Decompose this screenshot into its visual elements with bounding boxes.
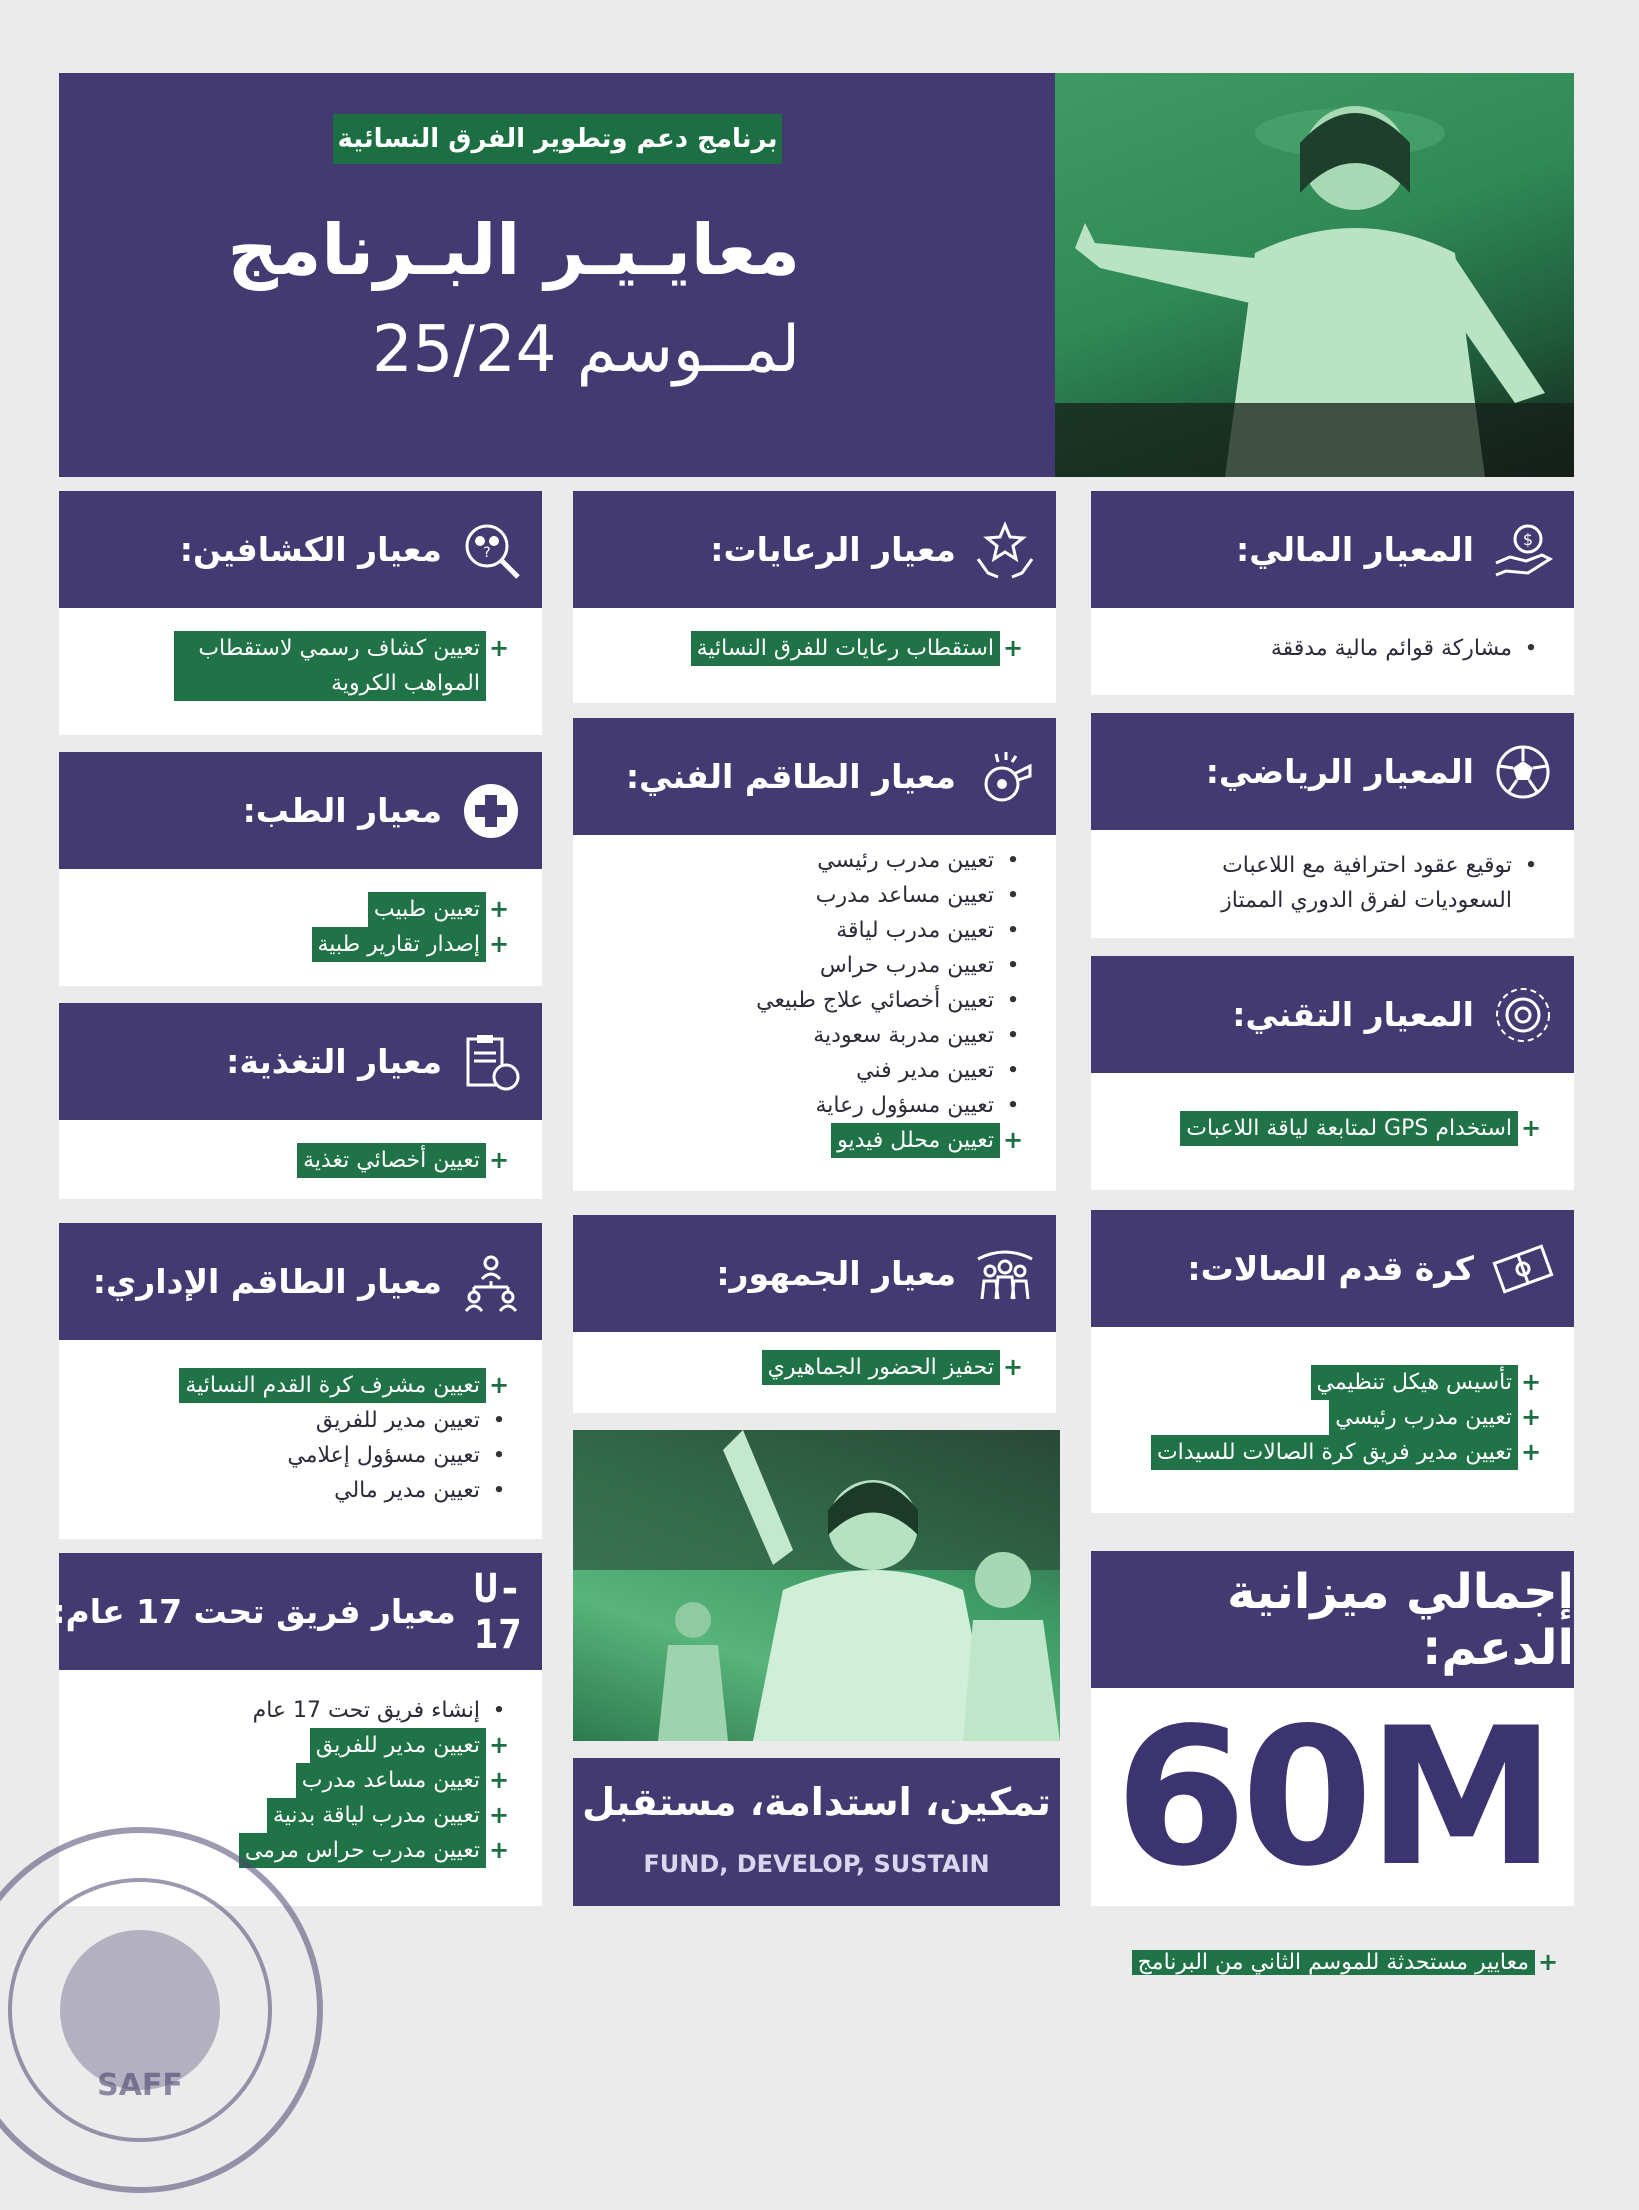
card-nutrition-title: معيار التغذية: — [226, 1042, 442, 1081]
card-audience-header — [573, 1215, 1056, 1332]
card-medical-header — [59, 752, 542, 869]
list-item: • توقيع عقود احترافية مع اللاعبات السعوديات لفرق الدوري الممتاز — [1221, 853, 1537, 913]
card-u17-title: معيار فريق تحت 17 عام: — [52, 1592, 456, 1631]
program-tag: برنامج دعم وتطوير الفرق النسائية — [333, 114, 782, 164]
slogan-arabic: تمكين، استدامة، مستقبل — [582, 1780, 1051, 1824]
list-item: + تحفيز الحضور الجماهيري — [587, 1350, 1026, 1385]
list-item: • مشاركة قوائم مالية مدققة — [1270, 636, 1537, 661]
card-futsal-list — [1091, 1365, 1574, 1470]
saff-seal-logo — [0, 1810, 340, 2210]
list-item: + تعيين مدرب لياقة بدنية — [73, 1798, 512, 1833]
card-scouts-list — [59, 631, 542, 701]
card-nutrition-header — [59, 1003, 542, 1120]
hero-player-photo — [1055, 73, 1574, 477]
list-item: + تعيين مساعد مدرب — [73, 1763, 512, 1798]
list-item: + تأسيس هيكل تنظيمي — [1105, 1365, 1544, 1400]
card-financial-list — [1091, 631, 1574, 666]
card-nutrition-list — [59, 1143, 542, 1178]
card-technical-staff — [573, 718, 1056, 1191]
card-technical-staff-list — [573, 843, 1056, 1158]
list-item: • تعيين مدربة سعودية — [813, 1023, 1019, 1048]
card-sponsorship-list — [573, 631, 1056, 666]
list-item: + تعيين مدرب رئيسي — [1105, 1400, 1544, 1435]
card-futsal-title: كرة قدم الصالات: — [1187, 1249, 1474, 1288]
hand-coin-icon — [1492, 519, 1554, 581]
list-item: + تعيين كشاف رسمي لاستقطاب المواهب الكروية — [119, 631, 512, 701]
list-item: + استقطاب رعايات للفرق النسائية — [587, 631, 1026, 666]
card-medical-list — [59, 892, 542, 962]
medical-cross-icon — [460, 780, 522, 842]
card-financial — [1091, 491, 1574, 695]
footnote-mark: + — [1537, 1948, 1559, 1976]
slogan-box — [573, 1758, 1060, 1906]
futsal-court-icon — [1492, 1238, 1554, 1300]
list-item: • تعيين مدرب رئيسي — [817, 848, 1019, 873]
list-item: • تعيين مسؤول إعلامي — [287, 1443, 505, 1468]
clipboard-apple-icon — [460, 1031, 522, 1093]
card-futsal-header — [1091, 1210, 1574, 1327]
list-item: + تعيين محلل فيديو — [587, 1123, 1026, 1158]
card-financial-header — [1091, 491, 1574, 608]
list-item: • تعيين مدير فني — [856, 1058, 1019, 1083]
budget-value: 60M — [1091, 1688, 1574, 1906]
card-technology-list — [1091, 1111, 1574, 1146]
card-audience — [573, 1215, 1056, 1413]
svg-text:?: ? — [483, 544, 491, 561]
card-sports — [1091, 713, 1574, 938]
card-futsal — [1091, 1210, 1574, 1513]
card-technology — [1091, 956, 1574, 1190]
star-hands-icon — [974, 519, 1036, 581]
card-scouts-title: معيار الكشافين: — [179, 530, 442, 569]
card-nutrition — [59, 1003, 542, 1199]
card-technology-title: المعيار التقني: — [1232, 995, 1474, 1034]
season-subtitle: لمــوسم 25/24 — [371, 313, 800, 387]
card-audience-list — [573, 1350, 1056, 1385]
list-item: • تعيين مدرب حراس — [819, 953, 1019, 978]
list-item: • تعيين مدير مالي — [334, 1478, 505, 1503]
team-celebration-photo — [573, 1430, 1060, 1741]
budget-label: إجمالي ميزانية الدعم: — [1091, 1551, 1574, 1688]
list-item: + تعيين أخصائي تغذية — [73, 1143, 512, 1178]
football-icon — [1492, 741, 1554, 803]
card-sports-list — [1091, 848, 1574, 918]
list-item: • تعيين مدير للفريق — [315, 1408, 505, 1433]
whistle-icon — [974, 746, 1036, 808]
list-item: + تعيين مدير للفريق — [73, 1728, 512, 1763]
card-sponsorship — [573, 491, 1056, 703]
list-item: • تعيين مساعد مدرب — [815, 883, 1019, 908]
list-item: • تعيين مسؤول رعاية — [815, 1093, 1019, 1118]
card-admin-staff-title: معيار الطاقم الإداري: — [92, 1262, 442, 1301]
list-item: + تعيين طبيب — [73, 892, 512, 927]
list-item: + تعيين مشرف كرة القدم النسائية — [73, 1368, 512, 1403]
card-admin-staff-list — [59, 1368, 542, 1508]
page-title: معايـيـر البـرنامج — [227, 209, 800, 291]
list-item: + استخدام GPS لمتابعة لياقة اللاعبات — [1105, 1111, 1544, 1146]
team-hierarchy-icon — [460, 1251, 522, 1313]
card-technical-staff-header — [573, 718, 1056, 835]
card-sports-header — [1091, 713, 1574, 830]
list-item: + إصدار تقارير طبية — [73, 927, 512, 962]
svg-text:$: $ — [1522, 529, 1534, 549]
list-item: + تعيين مدرب حراس مرمى — [73, 1833, 512, 1868]
card-sponsorship-title: معيار الرعايات: — [710, 530, 956, 569]
card-admin-staff — [59, 1223, 542, 1539]
card-audience-title: معيار الجمهور: — [716, 1254, 956, 1293]
card-scouts-header — [59, 491, 542, 608]
gear-icon — [1492, 984, 1554, 1046]
u17-badge: U-17 — [473, 1565, 522, 1658]
card-admin-staff-header — [59, 1223, 542, 1340]
svg-text:SAFF: SAFF — [97, 2068, 183, 2103]
list-item: • تعيين مدرب لياقة — [836, 918, 1019, 943]
scout-magnifier-icon — [460, 519, 522, 581]
footnote-text: معايير مستحدثة للموسم الثاني من البرنامج — [1132, 1950, 1535, 1975]
card-medical — [59, 752, 542, 986]
card-financial-title: المعيار المالي: — [1236, 530, 1474, 569]
crowd-stadium-icon — [974, 1243, 1036, 1305]
card-technical-staff-title: معيار الطاقم الفني: — [625, 757, 956, 796]
footnote — [1091, 1948, 1561, 1976]
card-scouts — [59, 491, 542, 735]
card-sponsorship-header — [573, 491, 1056, 608]
slogan-english: FUND, DEVELOP, SUSTAIN — [643, 1850, 990, 1878]
card-medical-title: معيار الطب: — [242, 791, 442, 830]
card-sports-title: المعيار الرياضي: — [1205, 752, 1474, 791]
card-technology-header — [1091, 956, 1574, 1073]
list-item: • إنشاء فريق تحت 17 عام — [252, 1698, 505, 1723]
list-item: • تعيين أخصائي علاج طبيعي — [756, 988, 1019, 1013]
card-u17-header — [52, 1553, 542, 1670]
list-item: + تعيين مدير فريق كرة الصالات للسيدات — [1105, 1435, 1544, 1470]
